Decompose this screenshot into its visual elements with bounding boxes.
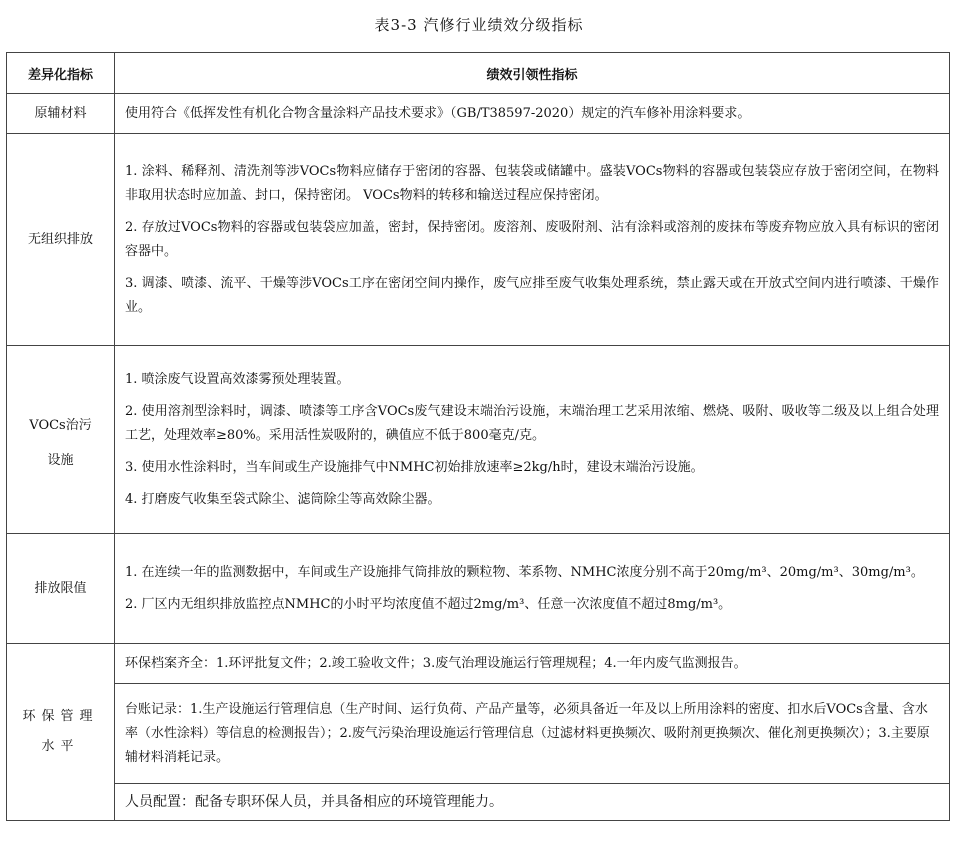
header-col-performance: 绩效引领性指标 (115, 53, 950, 94)
list-item: 3. 调漆、喷漆、流平、干燥等涉VOCs工序在密闭空间内操作，废气应排至废气收集处理系统，禁止露天或在开放式空间内进行喷漆、干燥作业。 (125, 275, 939, 315)
list-item: 1. 在连续一年的监测数据中，车间或生产设施排气筒排放的颗粒物、苯系物、NMHC浓度分别不高于20mg/m³、20mg/m³、30mg/m³。 (125, 564, 924, 580)
list-item: 4. 打磨废气收集至袋式除尘、滤筒除尘等高效除尘器。 (125, 491, 441, 507)
row-label (7, 346, 115, 534)
row-content-ledger: 台账记录：1.生产设施运行管理信息（生产时间、运行负荷、产品产量等，必须具备近一年及以上所用涂料的密度、扣水后VOCs含量、含水率（水性涂料）等信息的检测报告）；2.废气污染治理设施运行管理信息（过滤材料更换频次、吸附剂更换频次、催化剂更换频次）；3.主要原辅材料消耗记录。 (115, 684, 950, 784)
row-label-line1: VOCs治污 (29, 417, 92, 433)
row-label: 环保管理水平 (7, 644, 115, 821)
row-content: 使用符合《低挥发性有机化合物含量涂料产品技术要求》（GB/T38597-2020）规定的汽车修补用涂料要求。 (115, 94, 950, 134)
list-item: 1. 涂料、稀释剂、清洗剂等涉VOCs物料应储存于密闭的容器、包装袋或储罐中。盛装VOCs物料的容器或包装袋应存放于密闭空间，在物料非取用状态时应加盖、封口，保持密闭。 VOCs物料的转移和输送过程应保持密闭。 (125, 163, 939, 203)
row-content (115, 534, 950, 644)
list-item: 2. 存放过VOCs物料的容器或包装袋应加盖，密封，保持密闭。废溶剂、废吸附剂、沾有涂料或溶剂的废抹布等废弃物应放入具有标识的密闭容器中。 (125, 219, 939, 259)
row-fugitive (7, 134, 950, 346)
row-raw-material (7, 94, 950, 134)
row-treatment (7, 346, 950, 534)
row-limits (7, 534, 950, 644)
row-content (115, 346, 950, 534)
row-label: 无组织排放 (7, 134, 115, 346)
header-row (7, 53, 950, 94)
row-content-staff: 人员配置：配备专职环保人员，并具备相应的环境管理能力。 (115, 784, 950, 821)
list-item: 2. 使用溶剂型涂料时，调漆、喷漆等工序含VOCs废气建设末端治污设施，末端治理工艺采用浓缩、燃烧、吸附、吸收等二级及以上组合处理工艺，处理效率≥80%。采用活性炭吸附的，碘值应不低于800毫克/克。 (125, 403, 939, 443)
row-label: 排放限值 (7, 534, 115, 644)
table-title: 表3-3 汽修行业绩效分级指标 (374, 16, 584, 34)
row-label: 原辅材料 (7, 94, 115, 134)
list-item: 1. 喷涂废气设置高效漆雾预处理装置。 (125, 371, 350, 387)
row-management-ledger (7, 684, 950, 784)
performance-table (6, 52, 950, 821)
list-item: 3. 使用水性涂料时，当车间或生产设施排气中NMHC初始排放速率≥2kg/h时，建设末端治污设施。 (125, 459, 704, 475)
list-item: 2. 厂区内无组织排放监控点NMHC的小时平均浓度值不超过2mg/m³、任意一次浓度值不超过8mg/m³。 (125, 596, 732, 612)
row-management-archives (7, 644, 950, 684)
row-content-archives: 环保档案齐全：1.环评批复文件；2.竣工验收文件；3.废气治理设施运行管理规程；4.一年内废气监测报告。 (115, 644, 950, 684)
header-col-indicator: 差异化指标 (7, 53, 115, 94)
row-label-line2: 设施 (47, 452, 74, 468)
row-management-staff (7, 784, 950, 821)
row-content (115, 134, 950, 346)
